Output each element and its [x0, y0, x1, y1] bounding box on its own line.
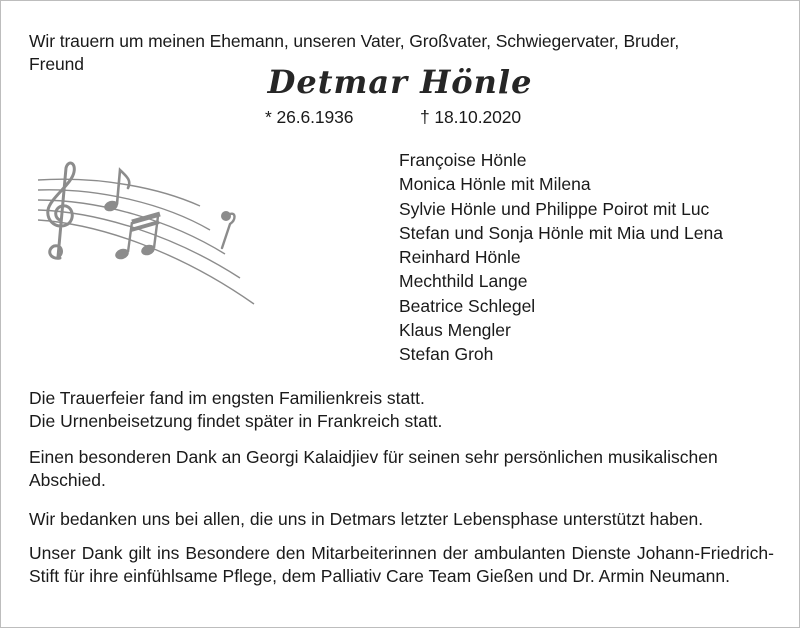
- thanks-musician: Einen besonderen Dank an Georgi Kalaidjiev für seinen sehr persönlichen musikalischen Abschied.: [29, 447, 718, 490]
- death-date: † 18.10.2020: [420, 107, 521, 127]
- ceremony-line-2: Die Urnenbeisetzung findet später in Frankreich statt.: [29, 411, 443, 431]
- mourner-item: Françoise Hönle: [399, 150, 527, 170]
- mourner-item: Beatrice Schlegel: [399, 295, 536, 316]
- mourner-item: Stefan und Sonja Hönle mit Mia und Lena: [399, 222, 723, 243]
- ceremony-info: [29, 387, 774, 433]
- deceased-name: Detmar Hönle: [267, 63, 533, 101]
- mourner-item: Klaus Mengler: [399, 320, 511, 341]
- eighth-note-icon: [103, 170, 130, 213]
- mourner-item: Reinhard Hönle: [399, 247, 521, 268]
- intro-line-2: Freund: [29, 54, 84, 74]
- mourners-list: [399, 148, 723, 367]
- mourner-item: Mechthild Lange: [399, 271, 528, 292]
- music-notes-icon: [30, 158, 260, 308]
- mourner-item: Stefan Groh: [399, 344, 494, 365]
- staff-lines: [38, 179, 254, 304]
- thanks-care: Unser Dank gilt ins Besondere den Mitarbeiterinnen der ambulanten Dienste Johann-Friedrich-Stift für ihre einfühlsame Pflege, dem Palliativ Care Team Gießen und Dr. Armin Neumann.: [29, 543, 774, 586]
- ceremony-line-1: Die Trauerfeier fand im engsten Familienkreis statt.: [29, 388, 425, 408]
- birth-date: * 26.6.1936: [265, 107, 354, 127]
- thanks-all: Wir bedanken uns bei allen, die uns in Detmars letzter Lebensphase unterstützt haben.: [29, 509, 704, 529]
- rest-note-icon: [221, 211, 235, 248]
- mourner-item: Monica Hönle mit Milena: [399, 174, 591, 195]
- mourner-item: Sylvie Hönle und Philippe Poirot mit Luc: [399, 198, 710, 219]
- intro-line-1: Wir trauern um meinen Ehemann, unseren Vater, Großvater, Schwiegervater, Bruder,: [29, 31, 680, 51]
- beamed-notes-icon: [114, 214, 160, 261]
